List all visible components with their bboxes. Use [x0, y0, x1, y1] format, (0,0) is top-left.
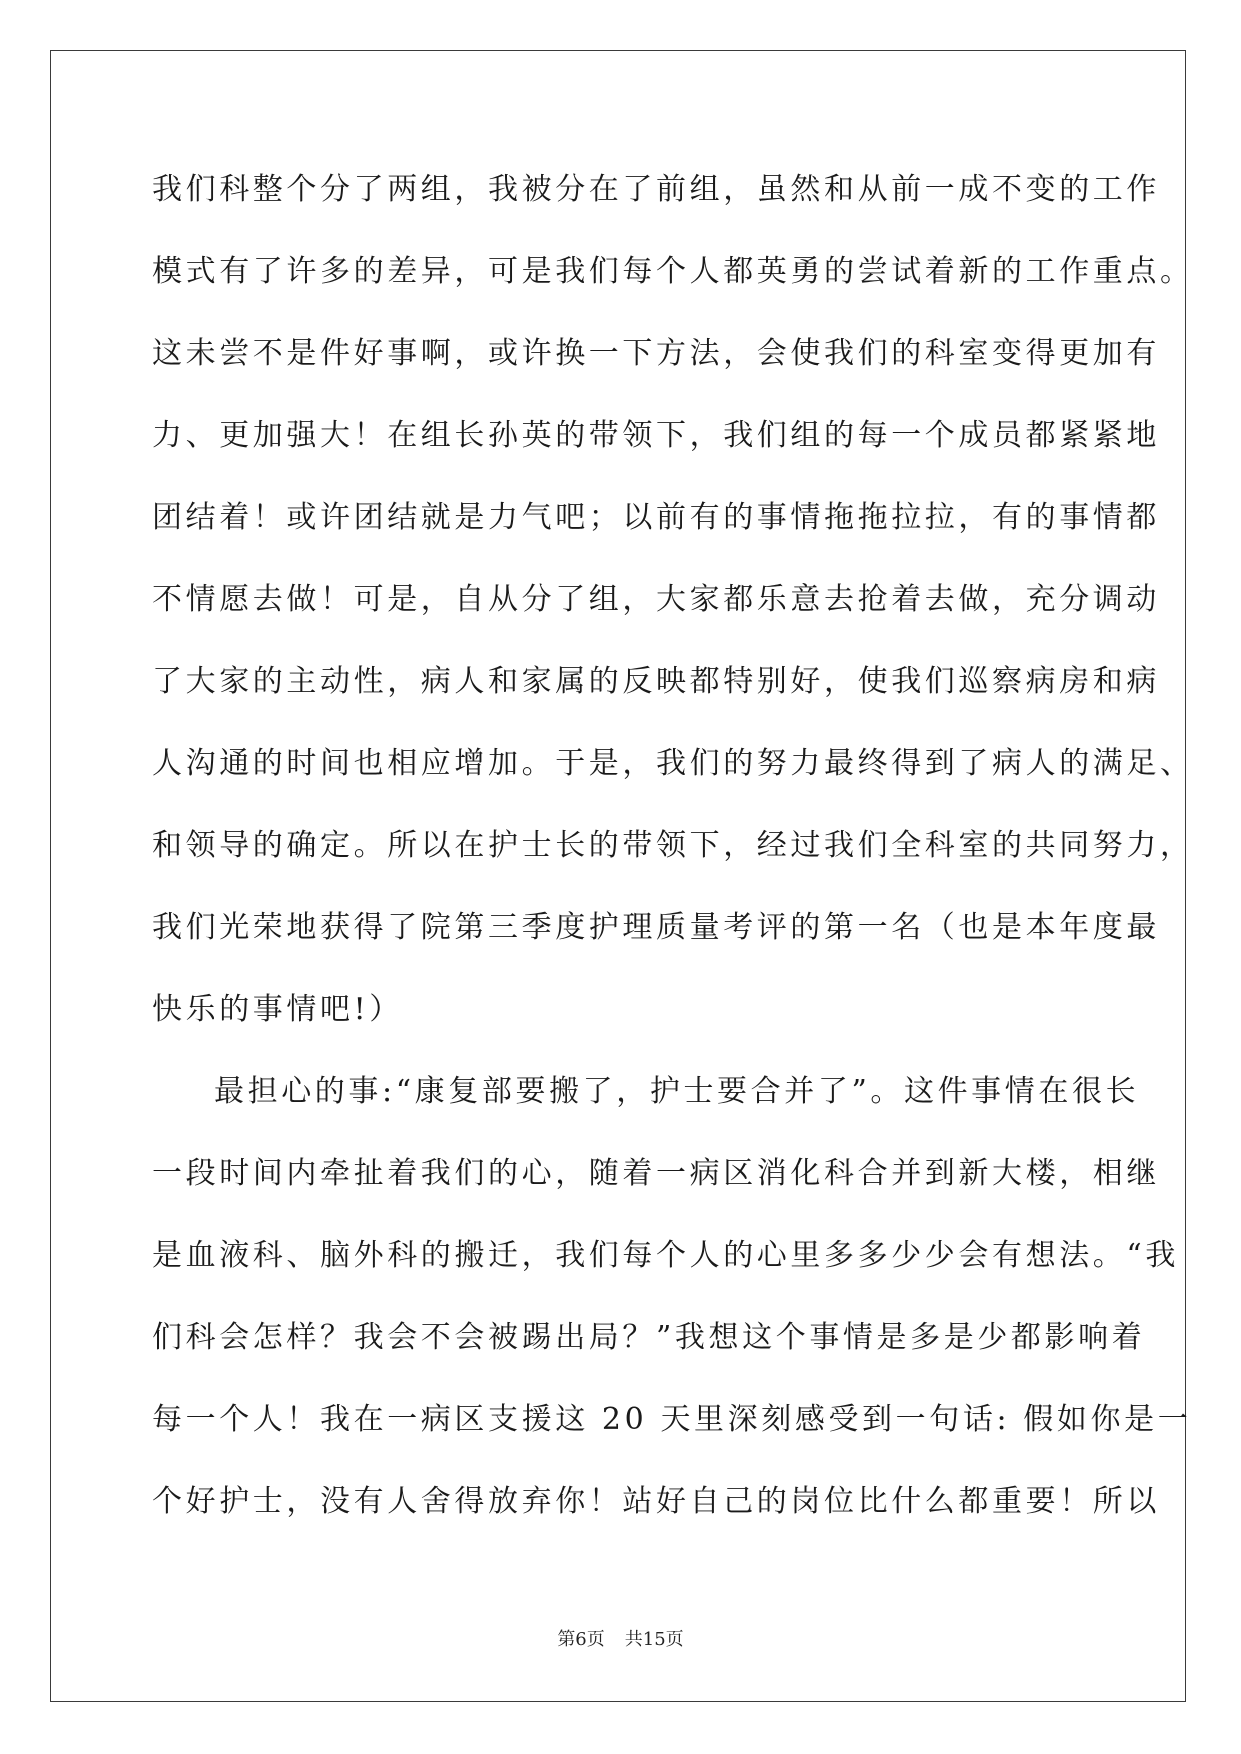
text-line: 和领导的确定。所以在护士长的带领下，经过我们全科室的共同努力，	[152, 828, 1194, 863]
text-line: 快乐的事情吧!）	[152, 992, 403, 1027]
text-line: 人沟通的时间也相应增加。于是，我们的努力最终得到了病人的满足、	[152, 746, 1194, 781]
text-line: 是血液科、脑外科的搬迁，我们每个人的心里多多少少会有想法。“我	[152, 1238, 1179, 1273]
text-line: 个好护士，没有人舍得放弃你！站好自己的岗位比什么都重要！所以	[152, 1484, 1160, 1519]
document-body	[152, 158, 1194, 1552]
text-line: 我们光荣地获得了院第三季度护理质量考评的第一名（也是本年度最	[152, 910, 1160, 945]
text-line: 每一个人！我在一病区支援这 20 天里深刻感受到一句话: 假如你是一	[152, 1402, 1192, 1437]
text-line: 我们科整个分了两组，我被分在了前组，虽然和从前一成不变的工作	[152, 172, 1160, 207]
text-line: 团结着！或许团结就是力气吧；以前有的事情拖拖拉拉，有的事情都	[152, 500, 1160, 535]
text-line: 力、更加强大！在组长孙英的带领下，我们组的每一个成员都紧紧地	[152, 418, 1160, 453]
text-line: 不情愿去做！可是，自从分了组，大家都乐意去抢着去做，充分调动	[152, 582, 1160, 617]
text-line: 模式有了许多的差异，可是我们每个人都英勇的尝试着新的工作重点。	[152, 254, 1194, 289]
text-line: 了大家的主动性，病人和家属的反映都特别好，使我们巡察病房和病	[152, 664, 1160, 699]
text-line: 一段时间内牵扯着我们的心，随着一病区消化科合并到新大楼，相继	[152, 1156, 1160, 1191]
page-total: 共15页	[624, 1629, 684, 1650]
text-line: 最担心的事:“康复部要搬了，护士要合并了”。这件事情在很长	[214, 1074, 1140, 1109]
text-line: 们科会怎样？我会不会被踢出局？”我想这个事情是多是少都影响着	[152, 1320, 1146, 1355]
text-line: 这未尝不是件好事啊，或许换一下方法，会使我们的科室变得更加有	[152, 336, 1160, 371]
page-footer	[0, 1625, 1241, 1651]
page-number: 第6页	[557, 1629, 605, 1650]
